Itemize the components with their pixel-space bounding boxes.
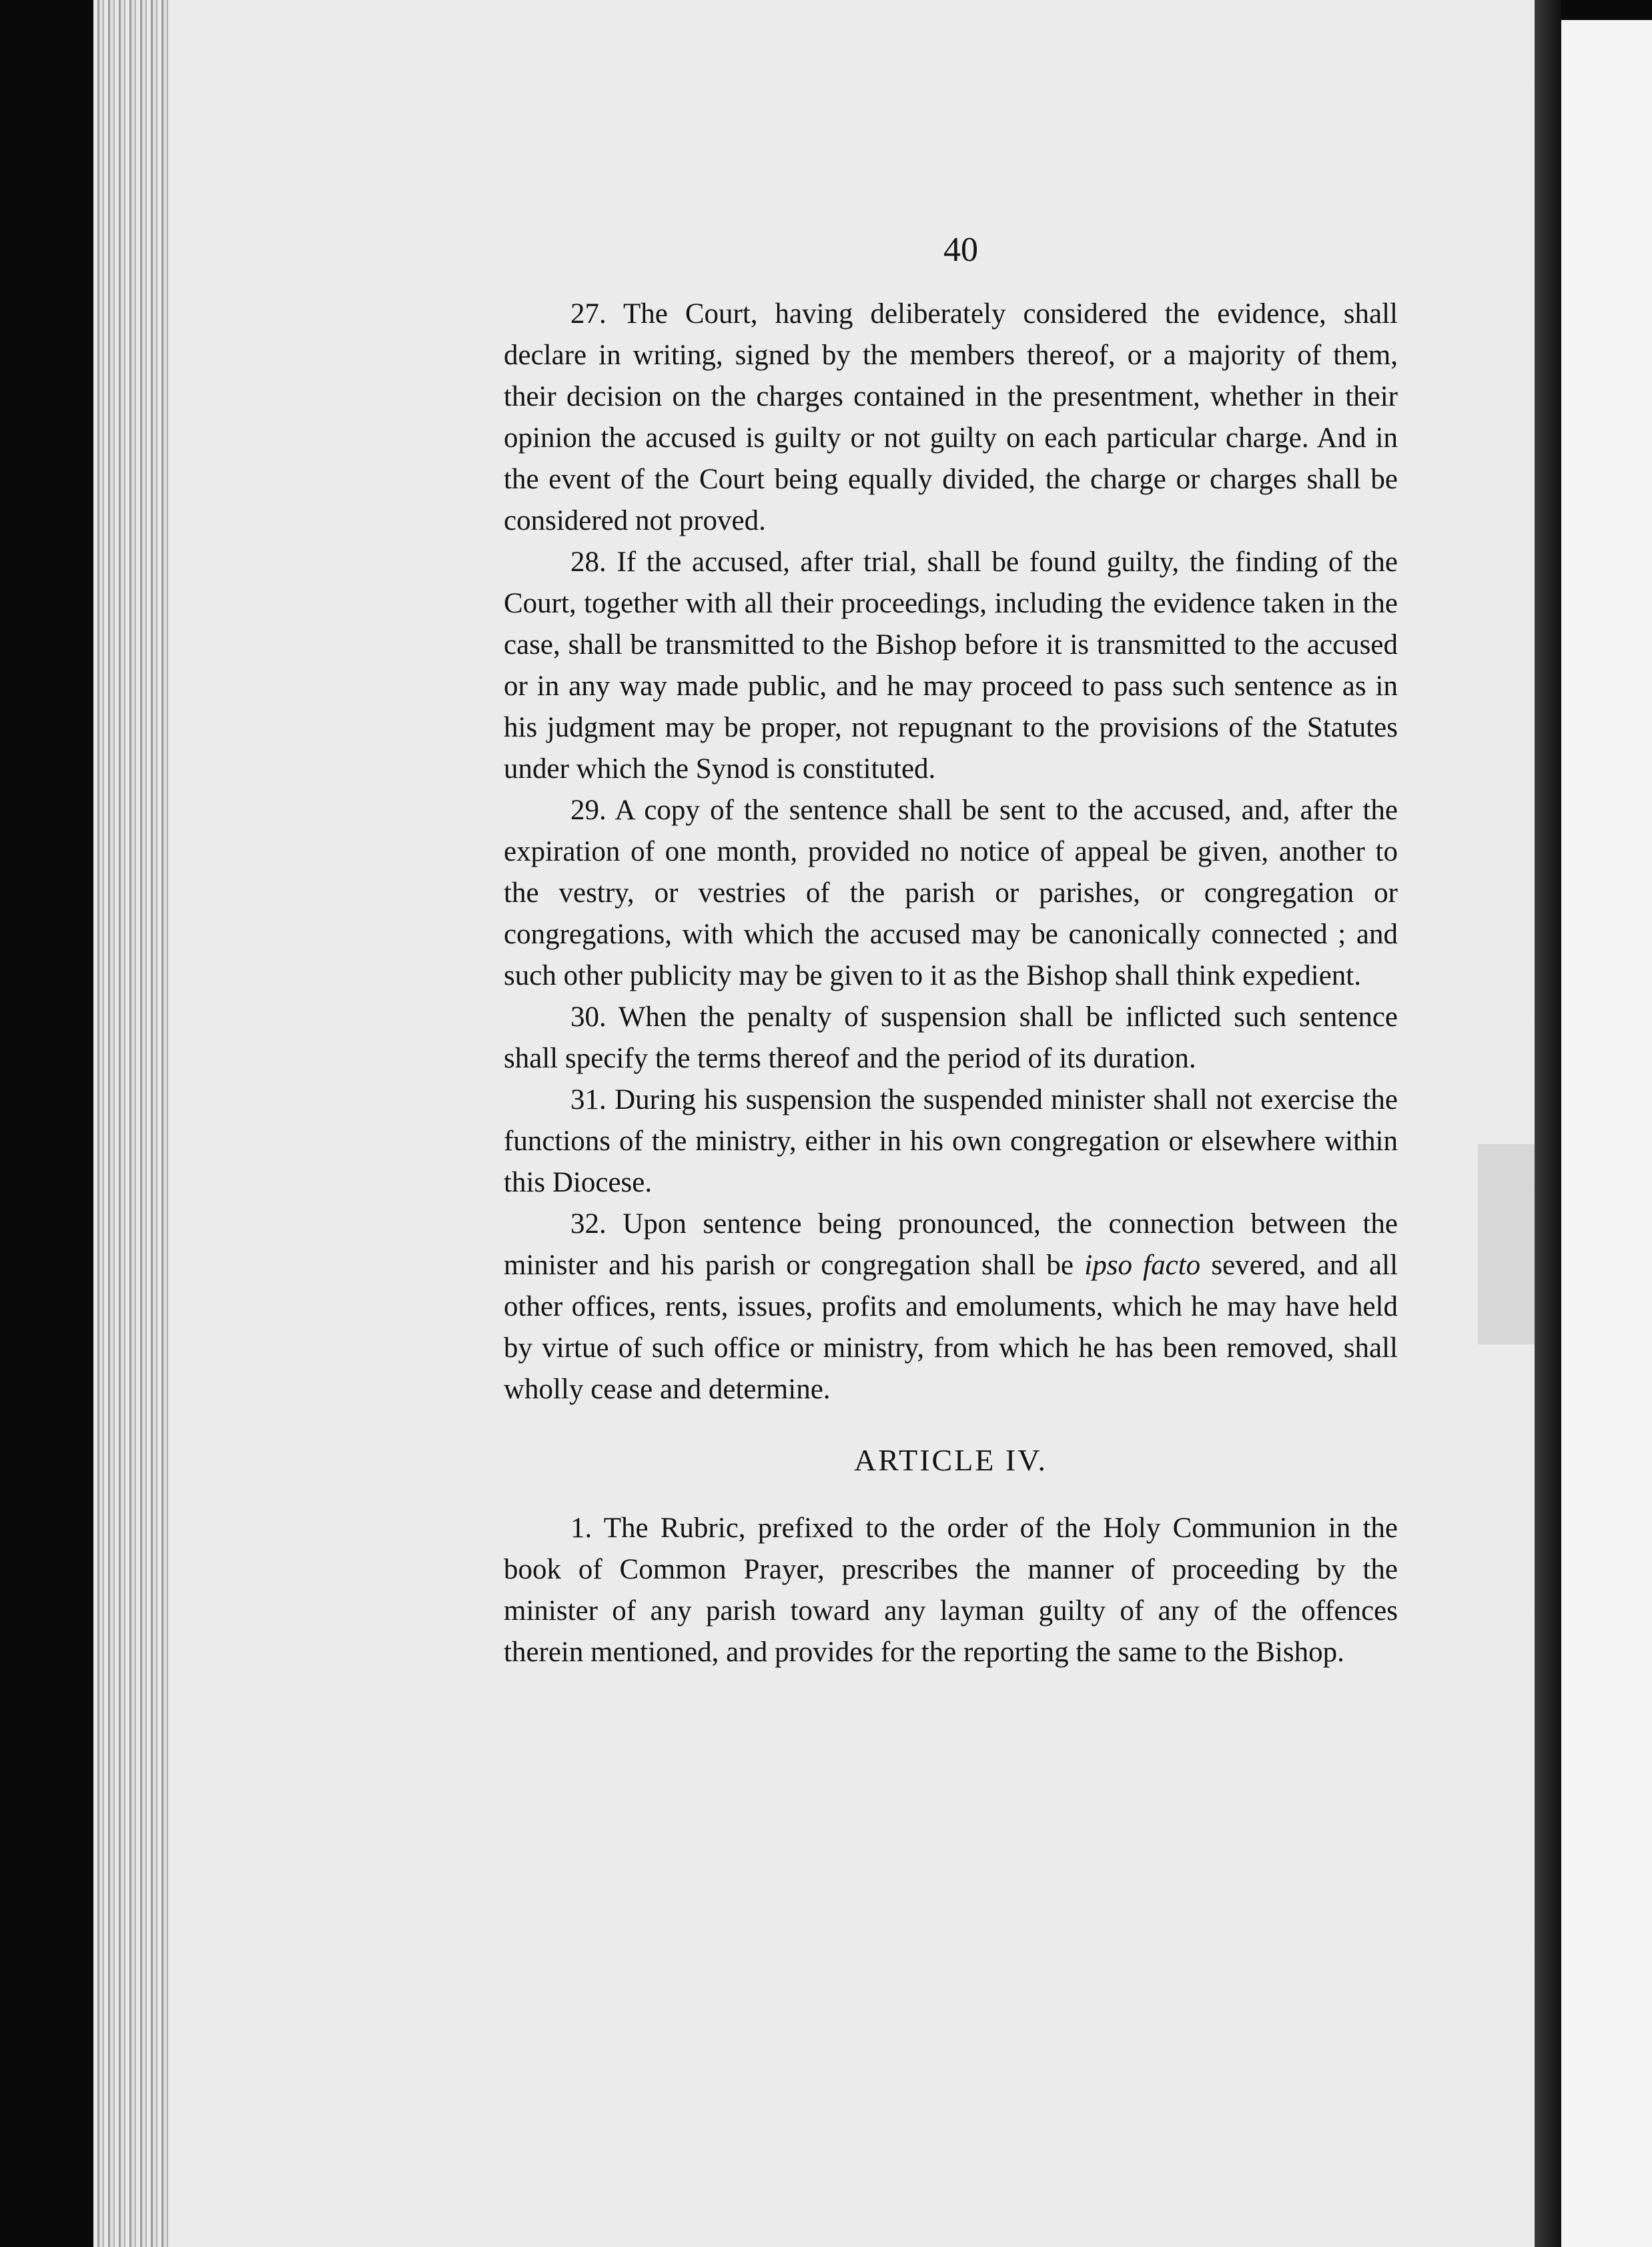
page-number: 40 bbox=[943, 231, 978, 269]
scan-bleed-mark bbox=[1478, 1144, 1535, 1344]
section-28: 28. If the accused, after trial, shall be found guilty, the finding of the Court, together with all their proceedings, including the evidence taken in the case, shall be transmitted to the Bishop before it is transmitted to the accused or in any way made public, and he may proceed to pass such sentence as in his judgment may be proper, not repugnant to the provisions of the Statutes under which the Synod is constituted. bbox=[504, 546, 1398, 785]
adjacent-page-edge bbox=[1561, 20, 1652, 2247]
section-30: 30. When the penalty of suspension shall be inflicted such sentence shall specify the terms thereof and the period of its duration. bbox=[504, 1001, 1398, 1074]
article-heading: ARTICLE IV. bbox=[853, 1443, 1048, 1477]
page-edges bbox=[93, 0, 180, 2247]
section-29: 29. A copy of the sentence shall be sent to the accused, and, after the expiration of one month, provided no notice of appeal be given, another to the vestry, or vestries of the parish or parishes, or congregation or congregations, with which the accused may be canonically connected ; and such other publicity may be given to it as the Bishop shall think expedient. bbox=[504, 795, 1398, 991]
section-32-italic: ipso facto bbox=[1084, 1250, 1201, 1281]
section-32-text-start: 32. Upon sentence being pronounced, the connection between the minister and his parish or congregation shall be bbox=[504, 1208, 1398, 1281]
section-27: 27. The Court, having deliberately considered the evidence, shall declare in writing, signed by the members thereof, or a majority of them, their decision on the charges contained in the presentment, whether in their opinion the accused is guilty or not guilty on each particular charge. And in the event of the Court being equally divided, the charge or charges shall be considered not proved. bbox=[504, 298, 1398, 536]
article-4-section-1: 1. The Rubric, prefixed to the order of the Holy Communion in the book of Common Prayer, prescribes the manner of proceeding by the minister of any parish toward any layman guilty of any of the offences therein mentioned, and provides for the reporting the same to the Bishop. bbox=[504, 1512, 1398, 1668]
page-text bbox=[504, 294, 1398, 1673]
section-32 bbox=[504, 1204, 1398, 1410]
section-32-text-end: severed, and all other offices, rents, issues, profits and emoluments, which he may have held by virtue of such office or ministry, from which he has been removed, shall wholly cease and determine. bbox=[504, 1250, 1398, 1405]
section-31: 31. During his suspension the suspended minister shall not exercise the functions of the ministry, either in his own congregation or elsewhere within this Diocese. bbox=[504, 1084, 1398, 1198]
gutter-shadow bbox=[1535, 0, 1561, 2247]
